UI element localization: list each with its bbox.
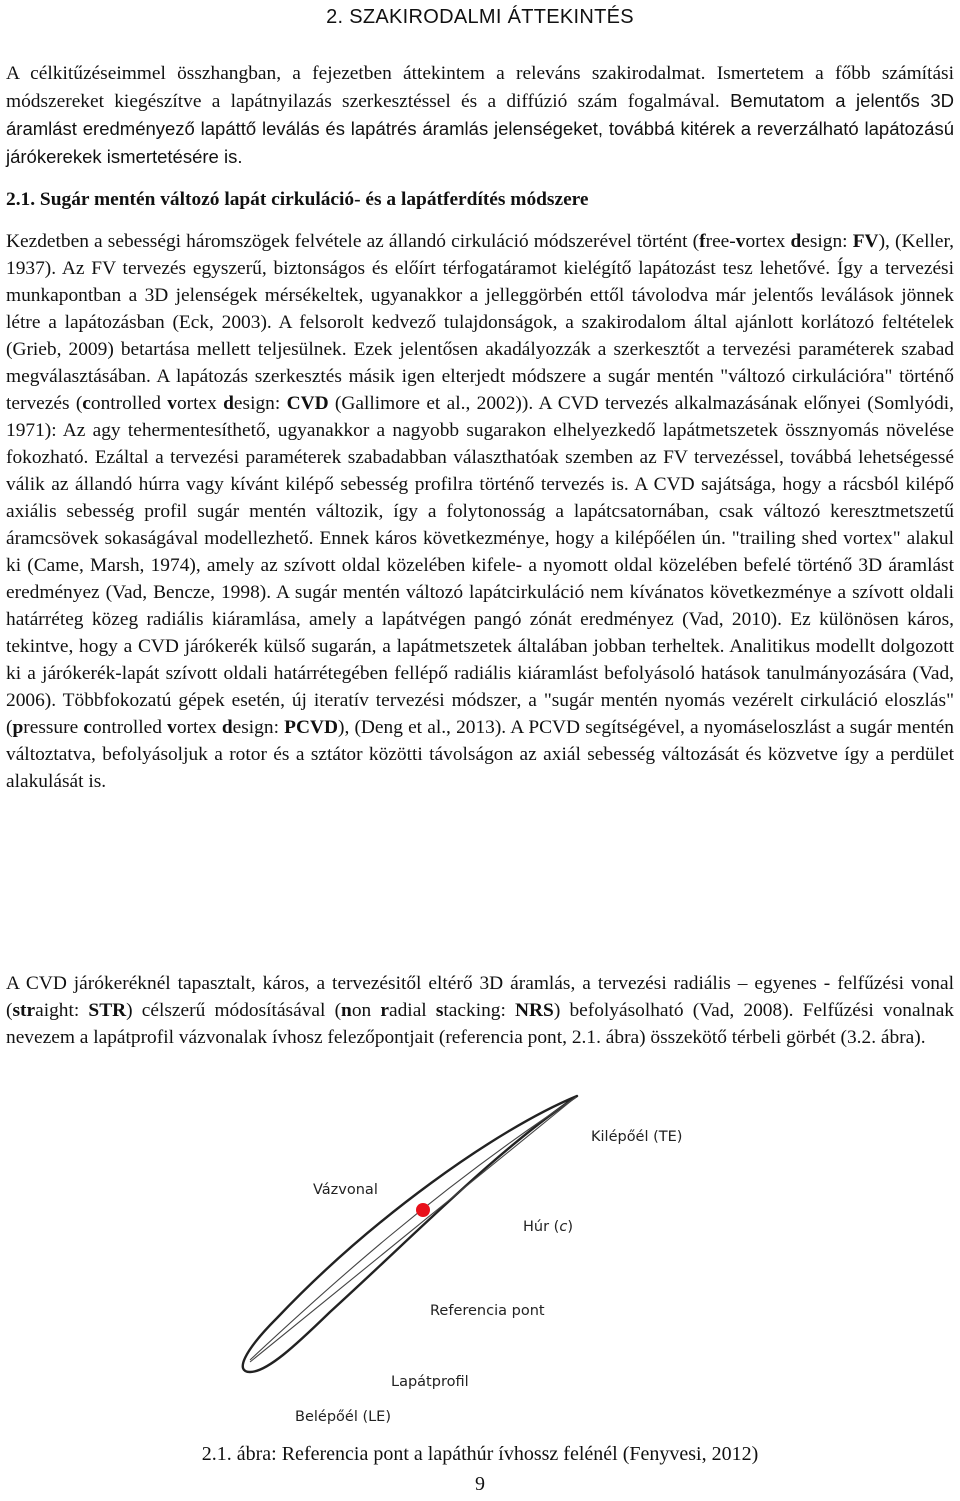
paragraph-stacking: A CVD járókeréknél tapasztalt, káros, a tervezésitől eltérő 3D áramlás, a tervezési radiális – egyenes - felfűzési vonal (straight: STR) célszerű módosításával (non radial stacking: NRS) befolyásolható (Vad, 2008). Felfűzési vonalnak nevezem a lapátprofil vázvonalak ívhosz felezőpontjait (referencia pont, 2.1. ábra) összekötő térbeli görbét (3.2. ábra). xyxy=(6,973,954,1048)
blade-profile-diagram xyxy=(195,1090,755,1430)
label-trailing-edge: Kilépőél (TE) xyxy=(591,1129,683,1145)
section-heading: 2.1. Sugár mentén változó lapát cirkuláció- és a lapátferdítés módszere xyxy=(6,189,589,210)
label-leading-edge: Belépőél (LE) xyxy=(295,1409,392,1425)
blade-profile-figure xyxy=(195,1090,755,1430)
label-chord: Húr (c) xyxy=(523,1219,573,1235)
intro-sentence-1: A célkitűzéseimmel összhangban, a fejezetben áttekintem a releváns szakirodalmat. Ismertetem a főbb számítási módszereket kiegészítve a lapátnyilazás szerkesztéssel és a diffúzió szám fogalmával. xyxy=(6,63,954,112)
reference-point-marker xyxy=(416,1203,430,1217)
label-blade-profile: Lapátprofil xyxy=(391,1374,469,1390)
label-reference-point: Referencia pont xyxy=(430,1303,545,1319)
figure-caption: 2.1. ábra: Referencia pont a lapáthúr ívhossz felénél (Fenyvesi, 2012) xyxy=(201,1443,759,1465)
chapter-header: 2. SZAKIRODALMI ÁTTEKINTÉS xyxy=(326,6,634,28)
page-number: 9 xyxy=(475,1473,485,1495)
intro-paragraph xyxy=(6,60,954,171)
label-camber-line: Vázvonal xyxy=(313,1182,378,1198)
intro-sentence-2: Bemutatom a jelentős 3D áramlást eredményező lapáttő leválás és lapátrés áramlás jelenségeket, továbbá kitérek a reverzálható lapátozású járókerekek ismertetésére is. xyxy=(6,90,955,167)
paragraph-methods: Kezdetben a sebességi háromszögek felvétele az állandó cirkuláció módszerével történt (free-vortex design: FV), (Keller, 1937). Az FV tervezés egyszerű, biztonságos és előírt térfogatáramot kielégítő lapátozást tesz lehetővé. Így a tervezési munkapontban a 3D jelenségek mérsékeltek, ugyanakkor a jelleggörbén ettől távolodva már jelentős leválások jönnek létre a lapátozásban (Eck, 2003). A felsorolt kedvező tulajdonságok, a szakirodalom által ajánlott korlátozó feltételek (Grieb, 2009) betartása mellett teljesülnek. Ezek jelentősen akadályozzák a szerkesztőt a tervezési paraméterek szabad megválasztásában. A lapátozás szerkesztés másik igen elterjedt módszere a sugár mentén "változó cirkulációra" történő tervezés (controlled vortex design: CVD (Gallimore et al., 2002)). A CVD tervezés alkalmazásának előnyei (Somlyódi, 1971): Az agy tehermentesíthető, ugyanakkor a nagyobb sugarakon elhelyezkedő lapátmetszetek össznyomás növelése fokozható. Ezáltal a tervezési paraméterek szabadabban választhatóak szemben az FV tervezéssel, továbbá lehetségessé válik az állandó húrra vagy kívánt kilépő sebesség profilra történő tervezés is. A CVD sajátsága, hogy a rácsból kilépő axiális sebesség profil sugár mentén változik, így a folytonosság a lapátcsatornában, csak változó keresztmetszetű áramcsövek sokaságával modellezhető. Ennek káros következménye, hogy a kilépőélen ún. "trailing shed vortex" alakul ki (Came, Marsh, 1974), amely az szívott oldal közelében kifele- a nyomott oldal közelében befelé történő 3D áramlást eredményez (Vad, Bencze, 1998). A sugár mentén változó lapátcirkuláció nem kívánatos következménye a szívott oldali határréteg közeg radiális kiáramlása, amely a lapátvégen pangó zónát eredményez (Vad, 2010). Ez különösen káros, tekintve, hogy a CVD járókerék külső sugarán, a lapátmetszetek általában jobban terheltek. Analitikus modellt dolgozott ki a járókerék-lapát szívott oldali határrétegében fellépő radiális kiáramlást befolyásoló hatások tanulmányozására (Vad, 2006). Többfokozatú gépek esetén, új iteratív tervezési módszer, a "sugár mentén nyomás vezérelt cirkuláció eloszlás" (pressure controlled vortex design: PCVD), (Deng et al., 2013). A PCVD segítségével, a nyomáseloszlást a sugár mentén változtatva, befolyásoljuk a rotor és a sztátor közötti távolságon az axiál sebesség változását és közvetve így a perdület alakulását is. xyxy=(6,231,955,792)
